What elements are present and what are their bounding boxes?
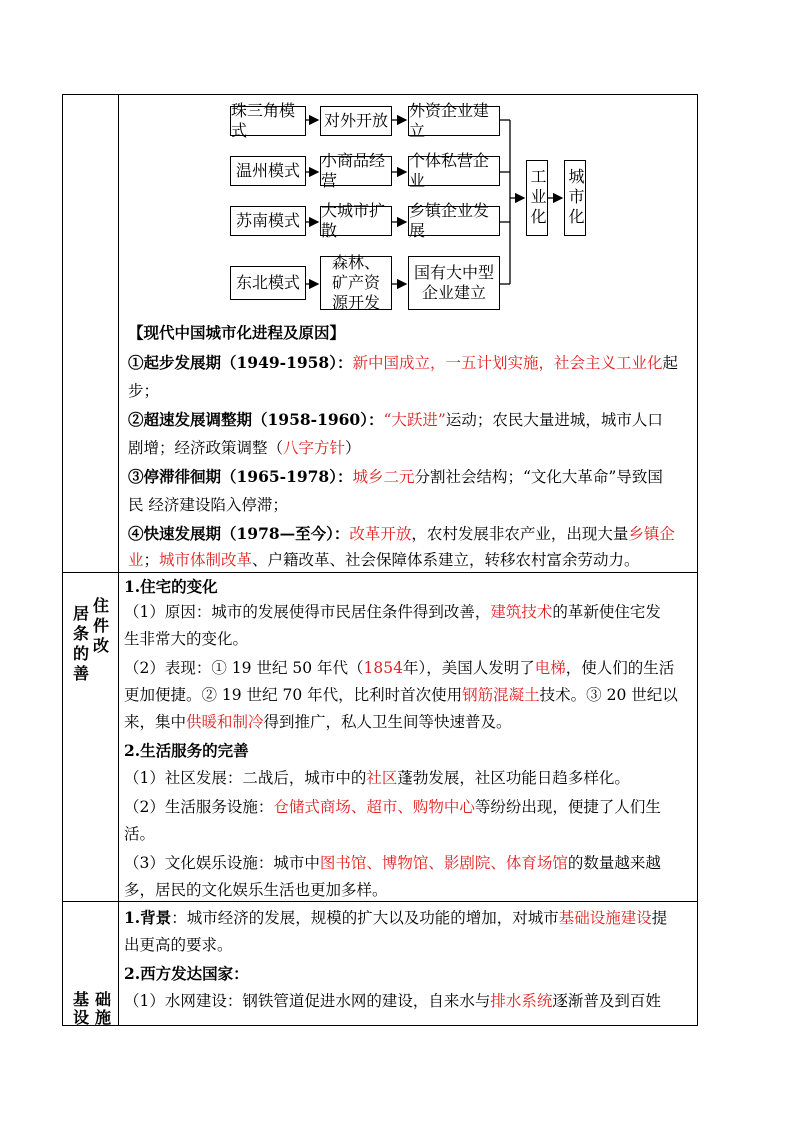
western-heading: 2.西方发达国家： (124, 964, 249, 983)
period-2-line-2: 剧增；经济政策调整（八字方针） (128, 439, 361, 457)
housing-line-4: 更加便捷。② 19 世纪 70 年代，比利时首次使用钢筋混凝土技术。③ 20 世纪以 (124, 686, 678, 704)
housing-line-3: （2）表现：① 19 世纪 50 年代（1854年），美国人发明了电梯，使人们的生活 (124, 659, 675, 677)
result-foreign-enterprises: 外资企业建立 (408, 106, 500, 136)
services-line-3: 活。 (124, 825, 156, 843)
side-label-housing-char: 改 (93, 636, 110, 655)
background-line-1: 1.背景：城市经济的发展，规模的扩大以及功能的增加，对城市基础设施建设提 (124, 908, 668, 927)
services-line-4: （3）文化娱乐设施：城市中图书馆、博物馆、影剧院、体育场馆的数量越来越 (124, 854, 661, 872)
cause-small-commodity: 小商品经营 (320, 156, 392, 186)
period-4-line-1: ④快速发展期（1978—至今）：改革开放，农村发展非农产业，出现大量乡镇企 (128, 524, 675, 543)
housing-line-5: 来，集中供暖和制冷得到推广，私人卫生间等快速普及。 (124, 713, 512, 731)
housing-line-1: （1）原因：城市的发展使得市民居住条件得到改善，建筑技术的革新使住宅发 (124, 603, 661, 621)
period-1-line-2: 步； (128, 382, 160, 400)
side-label-housing-char: 件 (93, 616, 110, 635)
period-3-line-2: 民 经济建设陷入停滞； (128, 496, 288, 514)
cause-opening-up: 对外开放 (320, 106, 392, 136)
side-label-housing-char: 善 (73, 664, 90, 683)
side-label-infrastructure-char: 施 (95, 1008, 112, 1027)
mode-pearl-river-delta: 珠三角模式 (230, 106, 306, 136)
housing-heading: 1.住宅的变化 (124, 577, 218, 596)
mode-northeast: 东北模式 (230, 266, 306, 300)
cause-city-diffusion: 大城市扩散 (320, 206, 392, 236)
side-label-housing-char: 条 (73, 624, 90, 643)
side-label-infrastructure-char: 础 (95, 990, 112, 1009)
cause-resource-development: 森林、矿产资源开发 (320, 256, 392, 310)
services-heading: 2.生活服务的完善 (124, 741, 249, 760)
urbanization-box: 城市化 (564, 160, 586, 236)
housing-line-2: 生非常大的变化。 (124, 630, 249, 648)
row-divider (62, 901, 698, 902)
column-divider (118, 94, 119, 1026)
result-township-enterprises: 乡镇企业发展 (408, 206, 500, 236)
services-line-1: （1）社区发展：二战后，城市中的社区蓬勃发展，社区功能日趋多样化。 (124, 769, 630, 787)
mode-wenzhou: 温州模式 (230, 156, 306, 186)
result-private-enterprises: 个体私营企业 (408, 156, 500, 186)
services-line-5: 多，居民的文化娱乐生活也更加多样。 (124, 881, 388, 899)
period-1-line-1: ①起步发展期（1949-1958）：新中国成立，一五计划实施，社会主义工业化起 (128, 353, 678, 372)
background-line-2: 出更高的要求。 (124, 936, 233, 954)
water-network-line: （1）水网建设：钢铁管道促进水网的建设，自来水与排水系统逐渐普及到百姓 (124, 992, 661, 1010)
urbanization-flow-diagram (230, 100, 590, 312)
industrialization-box: 工业化 (526, 160, 548, 236)
side-label-housing-char: 居 (73, 604, 90, 623)
result-state-enterprises: 国有大中型企业建立 (408, 256, 500, 310)
side-label-housing-char: 住 (93, 596, 110, 615)
side-label-infrastructure-char: 设 (73, 1008, 90, 1027)
period-3-line-1: ③停滞徘徊期（1965-1978）：城乡二元分割社会结构；“文化大革命”导致国 (128, 467, 663, 486)
mode-sunan: 苏南模式 (230, 206, 306, 236)
row-divider (62, 572, 698, 573)
period-4-line-2: 业；城市体制改革、户籍改革、社会保障体系建立，转移农村富余劳动力。 (128, 551, 640, 569)
side-label-housing-char: 的 (73, 644, 90, 663)
services-line-2: （2）生活服务设施：仓储式商场、超市、购物中心等纷纷出现，便捷了人们生 (124, 798, 661, 816)
side-label-infrastructure-char: 基 (73, 990, 90, 1009)
section-heading: 【现代中国城市化进程及原因】 (128, 323, 346, 342)
period-2-line-1: ②超速发展调整期（1958-1960）：“大跃进”运动；农民大量进城，城市人口 (128, 410, 663, 429)
